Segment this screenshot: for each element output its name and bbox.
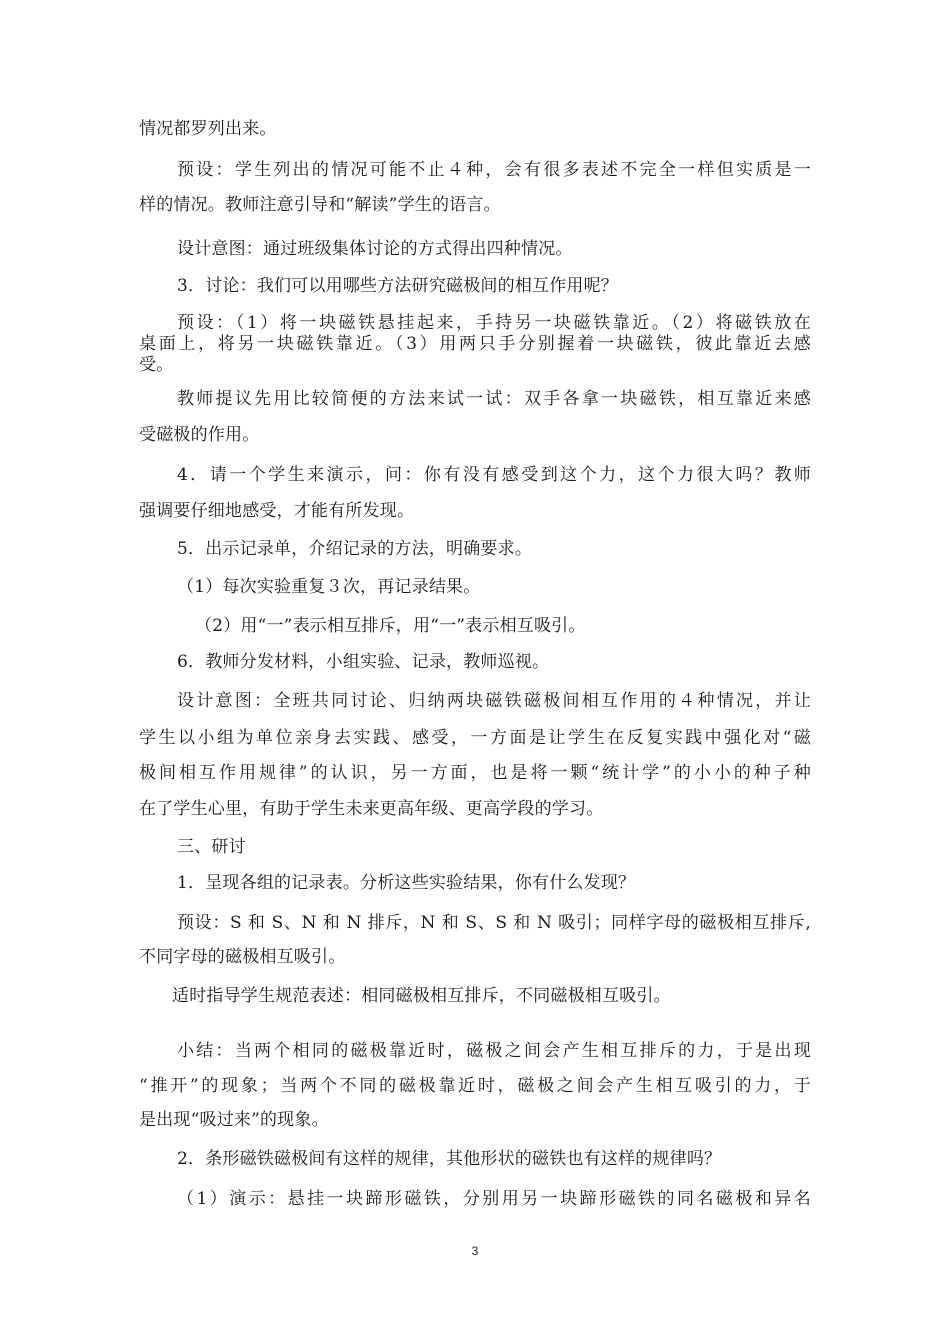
text-line: 4．请一个学生来演示，问：你有没有感受到这个力，这个力很大吗？教师: [177, 465, 811, 485]
text-line: （2）用“一”表示相互排斥，用“一”表示相互吸引。: [195, 616, 586, 636]
text-line: 受磁极的作用。: [139, 425, 260, 445]
text-line: （1）演示：悬挂一块蹄形磁铁，分别用另一块蹄形磁铁的同名磁极和异名: [177, 1189, 811, 1209]
text-line: 在了学生心里，有助于学生未来更高年级、更高学段的学习。: [139, 799, 604, 819]
text-line: （1）每次实验重复３次，再记录结果。: [177, 577, 481, 597]
text-line: 3．讨论：我们可以用哪些方法研究磁极间的相互作用呢？: [177, 276, 619, 296]
text-line: 适时指导学生规范表述：相同磁极相互排斥，不同磁极相互吸引。: [172, 986, 671, 1006]
text-line: 不同字母的磁极相互吸引。: [139, 947, 346, 967]
text-line: 受。: [139, 355, 174, 375]
text-line: 是出现“吸过来”的现象。: [139, 1110, 329, 1130]
text-line: 情况都罗列出来。: [139, 119, 277, 139]
text-line: 设计意图：全班共同讨论、归纳两块磁铁磁极间相互作用的４种情况，并让: [177, 691, 811, 711]
text-line: 样的情况。教师注意引导和“解读”学生的语言。: [139, 195, 501, 215]
text-line: 预设：S 和 S、N 和 N 排斥，N 和 S、S 和 N 吸引；同样字母的磁极相互排斥,: [177, 913, 811, 933]
text-line: 6．教师分发材料，小组实验、记录，教师巡视。: [177, 652, 550, 672]
text-line: 2．条形磁铁磁极间有这样的规律，其他形状的磁铁也有这样的规律吗？: [177, 1149, 722, 1169]
text-line: 小结：当两个相同的磁极靠近时，磁极之间会产生相互排斥的力，于是出现: [177, 1041, 811, 1061]
text-line: “推开”的现象；当两个不同的磁极靠近时，磁极之间会产生相互吸引的力，于: [139, 1076, 811, 1096]
text-line: 极间相互作用规律”的认识，另一方面，也是将一颗“统计学”的小小的种子种: [139, 763, 811, 783]
text-line: 强调要仔细地感受，才能有所发现。: [139, 501, 415, 521]
text-line: 学生以小组为单位亲身去实践、感受，一方面是让学生在反复实践中强化对“磁: [139, 728, 811, 748]
text-line: 预设：（1）将一块磁铁悬挂起来，手持另一块磁铁靠近。（2）将磁铁放在: [177, 313, 811, 333]
text-line: 5．出示记录单，介绍记录的方法，明确要求。: [177, 539, 533, 559]
section-heading: 三、研讨: [177, 837, 246, 857]
text-line: 设计意图：通过班级集体讨论的方式得出四种情况。: [177, 239, 573, 259]
text-line: 预设：学生列出的情况可能不止４种，会有很多表述不完全一样但实质是一: [177, 160, 811, 180]
text-line: 教师提议先用比较简便的方法来试一试：双手各拿一块磁铁，相互靠近来感: [177, 389, 811, 409]
page-number: 3: [471, 1244, 479, 1258]
text-line: 桌面上，将另一块磁铁靠近。（3）用两只手分别握着一块磁铁，彼此靠近去感: [139, 334, 811, 354]
text-line: 1．呈现各组的记录表。分析这些实验结果，你有什么发现？: [177, 873, 636, 893]
